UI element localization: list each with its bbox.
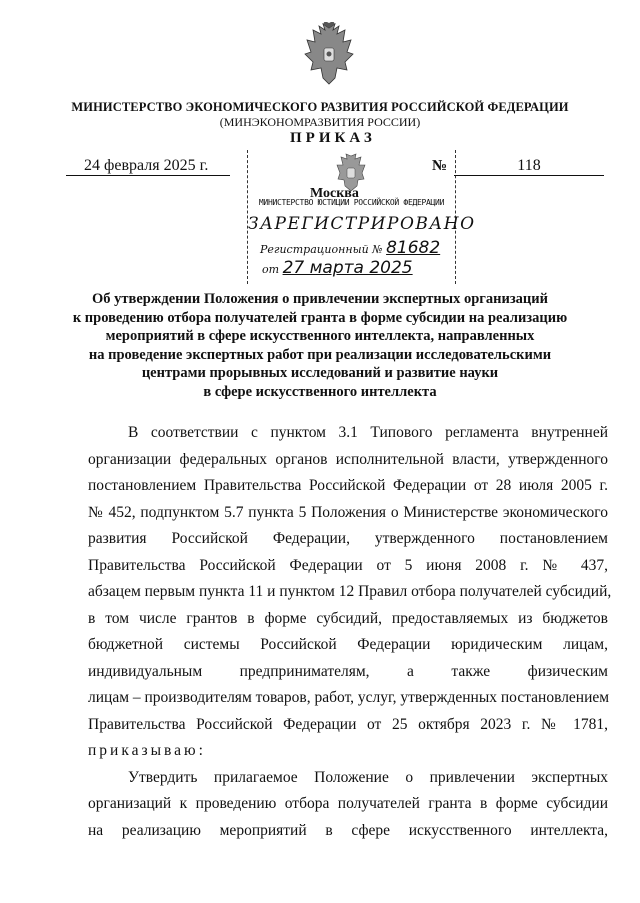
- body-line-prikazyvayu: приказываю:: [88, 742, 206, 759]
- stamp-agency: МИНИСТЕРСТВО ЮСТИЦИИ РОССИЙСКОЙ ФЕДЕРАЦИИ: [258, 198, 445, 207]
- body-line: в том числе грантов в форме субсидий, предоставляемых из бюджетов: [88, 609, 608, 627]
- body-line: бюджетной системы Российской Федерации юридическим лицам,: [88, 636, 608, 653]
- body-line: абзацем первым пункта 11 и пунктом 12 Правил отбора получателей субсидий,: [88, 583, 612, 600]
- stamp-date-label: от: [262, 263, 280, 276]
- body-line: Правительства Российской Федерации от 25 октября 2023 г. № 1781,: [88, 715, 608, 733]
- heading-line: центрами прорывных исследований и развитие науки: [141, 365, 499, 381]
- body-line: индивидуальным предпринимателям, а также физическим: [88, 662, 608, 680]
- stamp-reg-number-line: [260, 238, 440, 258]
- coat-of-arms-emblem: [301, 22, 357, 90]
- ministry-short-name: (МИНЭКОНОМРАЗВИТИЯ РОССИИ): [219, 115, 421, 129]
- heading-line: мероприятий в сфере искусственного интеллекта, направленных: [105, 328, 535, 344]
- body-line: Правительства Российской Федерации от 5 июня 2008 г. № 437,: [88, 556, 608, 574]
- registration-stamp: [247, 150, 476, 284]
- number-sign: №: [432, 158, 448, 174]
- stamp-date-value: 27 марта 2025: [282, 258, 413, 278]
- body-line: В соответствии с пунктом 3.1 Типового регламента внутренней: [128, 424, 608, 441]
- body-line: развития Российской Федерации, утвержденного постановлением: [88, 530, 608, 547]
- heading-line: на проведение экспертных работ при реализации исследовательскими: [88, 346, 552, 363]
- body-line: на реализацию мероприятий в сфере искусственного интеллекта,: [88, 821, 608, 839]
- body-line: № 452, подпунктом 5.7 пункта 5 Положения о Министерстве экономического: [88, 503, 608, 521]
- body-line: постановлением Правительства Российской Федерации от 28 июля 2005 г.: [88, 477, 608, 494]
- city: Москва: [310, 186, 359, 201]
- stamp-reg-label: Регистрационный №: [260, 243, 383, 256]
- order-heading: [0, 290, 640, 401]
- order-date: 24 февраля 2025 г.: [66, 157, 230, 176]
- heading-line: к проведению отбора получателей гранта в форме субсидии на реализацию: [72, 309, 568, 326]
- body-line: организаций к проведению отбора получателей гранта в форме субсидии: [88, 795, 608, 812]
- body-line: Утвердить прилагаемое Положение о привлечении экспертных: [128, 768, 608, 786]
- heading-line: Об утверждении Положения о привлечении экспертных организаций: [92, 291, 548, 307]
- ministry-name: МИНИСТЕРСТВО ЭКОНОМИЧЕСКОГО РАЗВИТИЯ РОССИЙСКОЙ ФЕДЕРАЦИИ: [71, 100, 569, 114]
- body-text: [88, 420, 612, 844]
- body-line: лицам – производителям товаров, работ, услуг, утвержденных постановлением: [88, 689, 610, 706]
- stamp-reg-number: 81682: [386, 238, 441, 258]
- stamp-date-line: [262, 258, 413, 278]
- document-type: ПРИКАЗ: [290, 130, 376, 146]
- body-line: организации федеральных органов исполнительной власти, утвержденного: [88, 450, 608, 468]
- stamp-registered: ЗАРЕГИСТРИРОВАНО: [248, 214, 476, 234]
- order-number: 118: [454, 157, 604, 176]
- heading-line: в сфере искусственного интеллекта: [203, 383, 437, 400]
